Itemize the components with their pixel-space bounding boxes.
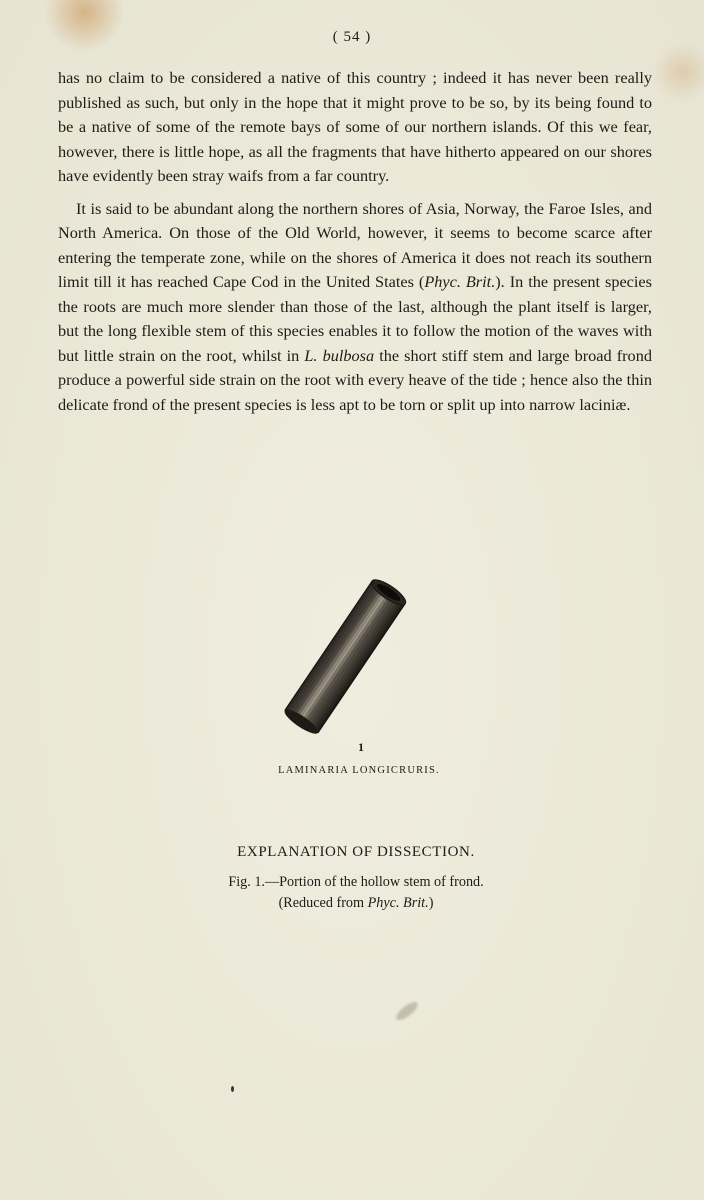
section-heading: EXPLANATION OF DISSECTION. [237, 844, 475, 860]
paragraph [58, 197, 652, 418]
fig-description: Fig. 1.—Portion of the hollow stem of frond. [228, 874, 484, 890]
reduced-prefix: (Reduced from [278, 895, 368, 911]
reduced-source: Phyc. Brit. [367, 895, 429, 911]
ink-speck [231, 1086, 234, 1092]
reduced-from-note [8, 893, 704, 914]
figure-number: 1 [358, 740, 364, 754]
paragraph [58, 66, 652, 189]
text-run: has no claim to be considered a native of this country ; indeed it has never been really published as such, but only in the hope that it might prove to be so, by its being found to be a native of some of the remote bays of some of our northern islands. Of this we fear, however, there is little hope, as all the fragments that have hitherto appeared on our shores have evidently been stray waifs from a far country. [58, 68, 652, 185]
figure-caption: LAMINARIA LONGICRURIS. [278, 765, 440, 776]
hollow-stem-illustration [270, 572, 420, 742]
body-text [58, 66, 652, 417]
page-smudge [394, 999, 421, 1023]
text-run: the short stiff stem and large broad frond produce a powerful side strain on the root with every heave of the tide ; hence also the thin delicate frond of the present species is less apt to be torn or split up into narrow laciniæ. [58, 345, 652, 414]
text-run: ). In the present species the roots are much more slender than those of the last, although the plant itself is larger, but the long flexible stem of this species enables it to follow the motion of the waves with but little strain on the root, whilst in [58, 272, 652, 365]
text-run: It is said to be abundant along the northern shores of Asia, Norway, the Faroe Isles, and North America. On those of the Old World, however, it seems to become scarce after entering the temperate zone, while on the shores of America it does not reach its southern limit till it has reached Cape Cod in the United States ( [58, 198, 652, 291]
italic-text: Phyc. Brit. [424, 272, 496, 291]
page-number: ( 54 ) [332, 29, 372, 45]
explanation-text [0, 872, 704, 914]
reduced-suffix: ) [428, 895, 434, 911]
italic-text: L. bulbosa [304, 345, 375, 365]
